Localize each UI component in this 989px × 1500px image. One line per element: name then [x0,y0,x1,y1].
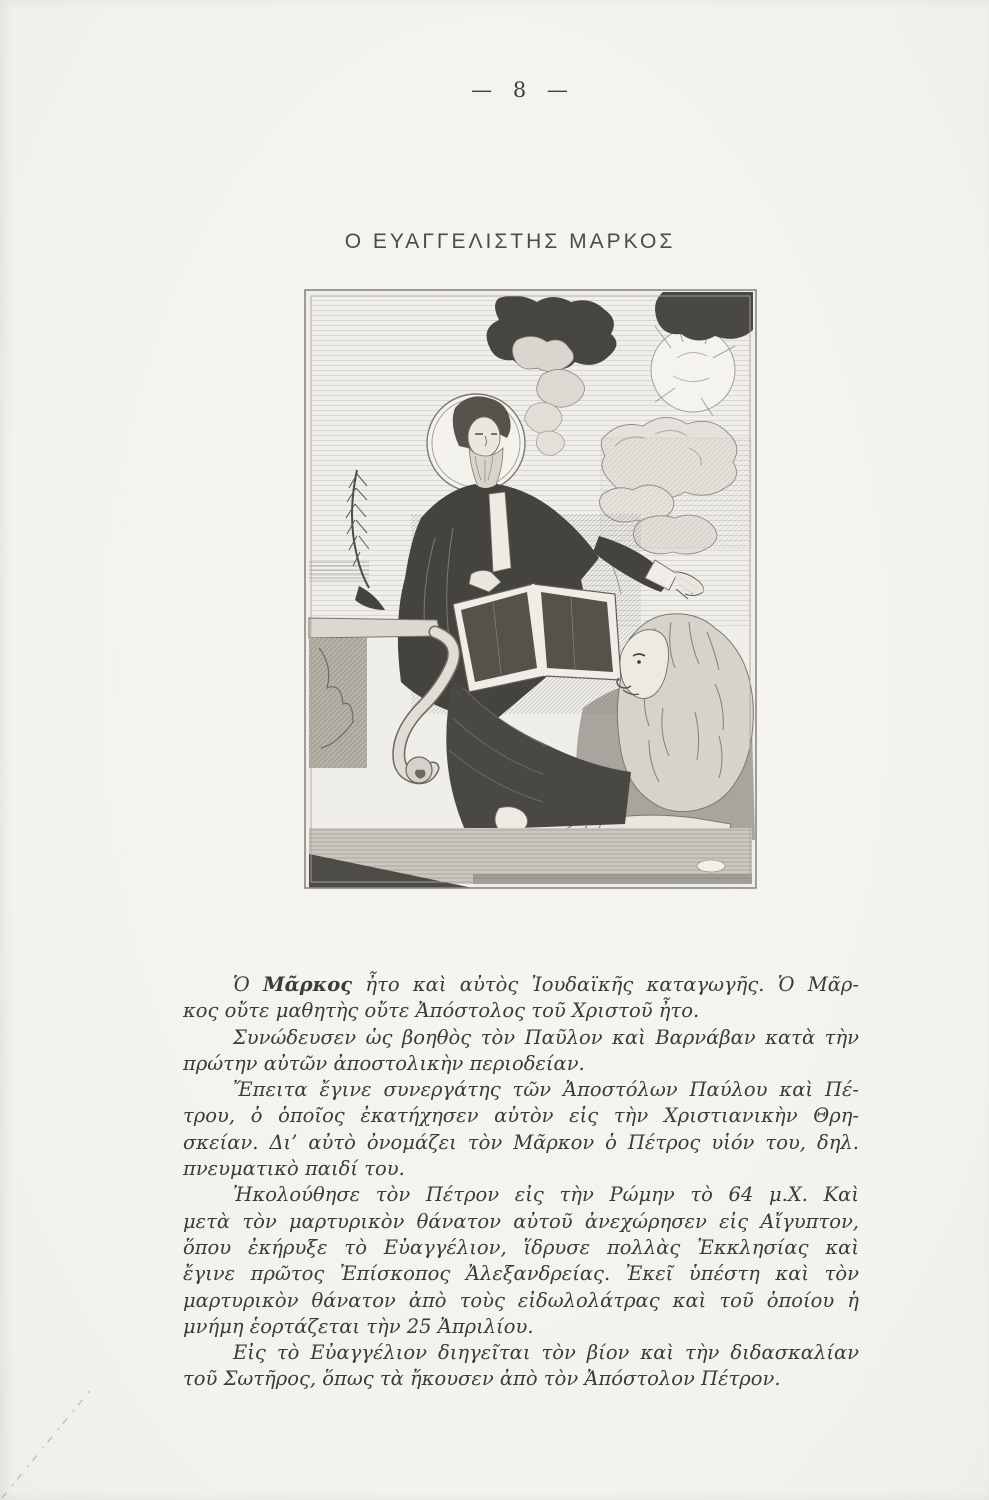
page-title: Ο ΕΥΑΓΓΕΛΙΣΤΗΣ ΜΑΡΚΟΣ [344,230,676,253]
text-segment: μνήμη ἑορτάζεται τὴν 25 Ἀπριλίου. [183,1314,534,1338]
text-segment: πρώτην αὐτῶν ἀποστολικὴν περιοδείαν. [183,1051,585,1075]
text-segment: ἦτο καὶ αὐτὸς Ἰουδαϊκῆς καταγωγῆς. Ὁ Μᾶρ- [352,973,859,996]
text-line [183,1209,859,1235]
text-segment: ἔγινε πρῶτος Ἐπίσκοπος Ἀλεξανδρείας. Ἐκεῖ ὑπέστη καὶ τὸν [183,1262,859,1286]
text-line [183,1366,859,1392]
text-segment: κος οὔτε μαθητὴς οὔτε Ἀπόστολος τοῦ Χριστοῦ ἦτο. [183,999,700,1023]
text-line [183,1156,859,1182]
page-crease-mark [0,1370,120,1500]
text-segment: ὅπου ἐκήρυξε τὸ Εὐαγγέλιον, ἵδρυσε πολλὰς Ἐκκλησίας καὶ [183,1235,859,1259]
text-segment: Εἰς τὸ Εὐαγγέλιον διηγεῖται τὸν βίον καὶ τὴν διδασκαλίαν [233,1341,859,1365]
distant-sea [309,560,369,582]
text-segment: τρου, ὁ ὁποῖος ἐκατήχησεν αὐτὸν εἰς τὴν Χριστιανικὴν Θρη- [183,1104,859,1128]
illustration-engraving [303,288,758,890]
text-line [183,1077,859,1103]
text-line [183,1025,859,1051]
text-line [183,1314,859,1340]
text-segment: μαρτυρικὸν θάνατον ἀπὸ τοὺς εἰδωλολάτρας καὶ τοῦ ὁποίου ἡ [183,1288,859,1312]
text-segment: Ἔπειτα ἔγινε συνεργάτης τῶν Ἀποστόλων Παύλου καὶ Πέ- [233,1078,859,1102]
paragraph [183,972,859,1025]
text-segment: Συνώδευσεν ὡς βοηθὸς τὸν Παῦλον καὶ Βαρνάβαν κατὰ τὴν [233,1025,859,1049]
paragraph [183,1340,859,1393]
text-segment: τοῦ Σωτῆρος, ὅπως τὰ ἤκουσεν ἀπὸ τὸν Ἀπόστολον Πέτρον. [183,1367,781,1391]
paragraph [183,1077,859,1182]
body-text [183,972,859,1393]
text-line [183,1130,859,1156]
text-segment: πνευματικὸ παιδί του. [183,1157,405,1181]
ground [309,828,752,888]
text-line [183,1103,859,1129]
text-line [183,1340,859,1366]
text-line [183,1261,859,1287]
text-line [183,998,859,1024]
text-line [183,1051,859,1077]
paragraph [183,1025,859,1078]
engraving-svg [303,288,758,890]
text-line [183,1235,859,1261]
text-line [183,972,859,998]
text-line [183,1288,859,1314]
text-segment: Ἠκολούθησε τὸν Πέτρον εἰς τὴν Ρώμην τὸ 64 μ.Χ. Καὶ [233,1183,859,1207]
bold-text-segment: Μᾶρκος [263,973,353,996]
text-segment: σκείαν. Δι’ αὐτὸ ὀνομάζει τὸν Μᾶρκον ὁ Πέτρος υἱόν του, δηλ. [183,1130,859,1154]
text-line [183,1182,859,1208]
paragraph [183,1182,859,1340]
text-segment: μετὰ τὸν μαρτυρικὸν θάνατον αὐτοῦ ἀνεχώρησεν εἰς Αἴγυπτον, [183,1209,859,1233]
text-segment: Ὁ [233,973,264,996]
open-gospel-book [453,584,621,692]
page-number: — 8 — [471,78,569,102]
